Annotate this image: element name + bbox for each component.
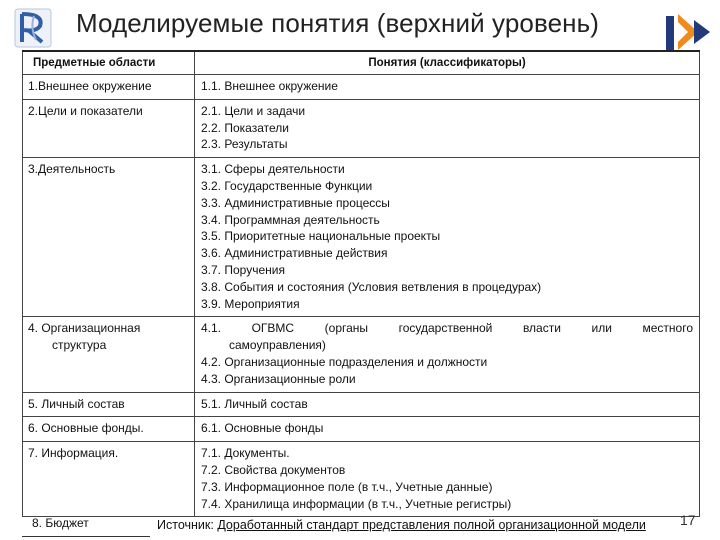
logo-icon	[14, 8, 52, 48]
concept-item: 2.3. Результаты	[201, 137, 288, 152]
concept-item-cont: самоуправления)	[229, 338, 326, 353]
concept-item: 3.7. Поручения	[201, 262, 285, 277]
area-label-cont: структура	[52, 338, 107, 353]
source-link[interactable]: Доработанный стандарт представления полной организационной модели	[217, 518, 646, 532]
page-title: Моделируемые понятия (верхний уровень)	[76, 8, 599, 38]
table-row	[23, 158, 700, 317]
area-cell	[23, 158, 195, 317]
concept-item: 3.1. Сферы деятельности	[201, 162, 345, 177]
concepts-cell	[195, 392, 700, 417]
concept-item: 2.1. Цели и задачи	[201, 103, 306, 118]
concept-item: 6.1. Основные фонды	[201, 421, 324, 436]
area-cell	[23, 392, 195, 417]
table-row	[23, 392, 700, 417]
area-label: 7. Информация.	[28, 446, 119, 461]
area-label: 1.Внешнее окружение	[28, 79, 152, 93]
area-label: 2.Цели и показатели	[28, 103, 143, 118]
area-label: 5. Личный состав	[28, 396, 125, 411]
next-arrows-icon	[666, 10, 712, 54]
table-row	[23, 75, 700, 100]
budget-label: 8. Бюджет	[32, 516, 89, 530]
concept-item: 7.1. Документы.	[201, 446, 290, 461]
concepts-cell	[195, 417, 700, 442]
concept-item: 1.1. Внешнее окружение	[201, 79, 338, 93]
footer	[22, 512, 720, 538]
table-header-row	[23, 51, 700, 75]
concept-item: 5.1. Личный состав	[201, 396, 308, 411]
concept-item: 7.3. Информационное поле (в т.ч., Учетные данные)	[201, 479, 493, 494]
source-prefix: Источник:	[157, 518, 218, 532]
concept-item: 4.2. Организационные подразделения и должности	[201, 354, 488, 369]
table-row	[23, 317, 700, 392]
header-subject-areas: Предметные области	[23, 51, 195, 75]
concepts-cell	[195, 75, 700, 100]
concepts-table	[22, 50, 699, 517]
concepts-cell	[195, 99, 700, 157]
concept-item: 2.2. Показатели	[201, 120, 289, 135]
concept-item: 4.1. ОГВМС (органы государственной власти или местного	[201, 321, 693, 336]
concept-item: 3.9. Мероприятия	[201, 296, 300, 311]
area-cell	[23, 317, 195, 392]
table-row	[23, 417, 700, 442]
concept-item: 3.5. Приоритетные национальные проекты	[201, 229, 441, 244]
concept-item: 7.2. Свойства документов	[201, 462, 346, 477]
divider	[22, 536, 150, 537]
concepts-cell	[195, 442, 700, 517]
concept-item: 3.4. Программная деятельность	[201, 212, 380, 227]
concept-item: 3.2. Государственные Функции	[201, 178, 373, 193]
header-concepts: Понятия (классификаторы)	[195, 51, 700, 75]
concept-item: 3.3. Административные процессы	[201, 195, 390, 210]
table-row	[23, 442, 700, 517]
area-cell	[23, 442, 195, 517]
area-label: 6. Основные фонды.	[28, 421, 144, 436]
page-number: 17	[680, 512, 696, 528]
concept-item: 4.3. Организационные роли	[201, 371, 356, 386]
area-label: 3.Деятельность	[28, 162, 116, 177]
concepts-cell	[195, 317, 700, 392]
concept-item: 3.8. События и состояния (Условия ветвления в процедурах)	[201, 279, 542, 294]
concept-item: 7.4. Хранилища информации (в т.ч., Учетные регистры)	[201, 496, 512, 511]
area-cell	[23, 417, 195, 442]
area-cell	[23, 99, 195, 157]
concepts-cell	[195, 158, 700, 317]
area-label: 4. Организационная	[28, 321, 141, 336]
source-note	[157, 518, 646, 532]
table-row	[23, 99, 700, 157]
concept-item: 3.6. Административные действия	[201, 246, 388, 261]
area-cell	[23, 75, 195, 100]
